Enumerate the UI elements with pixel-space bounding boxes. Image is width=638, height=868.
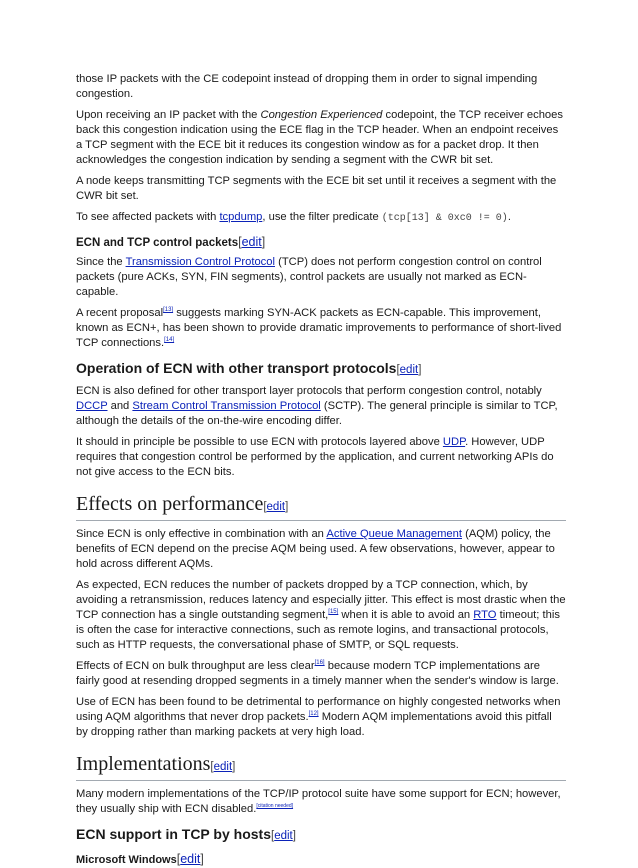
reference-link[interactable]: [15] [328,609,339,615]
edit-link[interactable]: edit [274,830,293,842]
text: suggests marking SYN-ACK packets as ECN-capable. This improvement, known as ECN+, has been shown to provide dramatic improvements to performance of short-lived TCP connections. [76,307,562,349]
text: timeout; this is often the case for interactive connections, such as remote logins, and transactional protocols, such as HTTP requests, the conversational phase of SMTP, or SQL requests. [76,609,560,651]
edit-section [177,852,204,866]
text: Modern AQM implementations avoid this pitfall by dropping rather than marking packets at very high load. [76,711,552,738]
paragraph-implementations [76,787,566,817]
edit-link[interactable]: edit [266,501,286,513]
paragraph-effects-2 [76,578,566,653]
text: Since ECN is only effective in combination with an [76,528,327,540]
bracket: [ [210,761,214,773]
heading-other-transport [76,359,566,379]
text: . However, UDP requires that congestion control be performed by the application, and current networking APIs do not give access to the ECN bits. [76,436,554,478]
bracket: ] [261,235,266,249]
text: because modern TCP implementations are fairly good at resending dropped segments in a timely manner when the sender's window is large. [76,660,559,687]
paragraph-filter [76,210,566,226]
text: A recent proposal [76,307,164,319]
paragraph-effects-4 [76,695,566,740]
bracket: ] [232,761,236,773]
edit-section [210,761,235,773]
text: As expected, ECN reduces the number of packets dropped by a TCP connection, which, by avoiding a retransmission, reduces latency and especially jitter. This effect is most drastic when the TCP connection has a single outstanding segment, [76,579,566,621]
text: It should in principle be possible to use ECN with protocols layered above [76,436,443,448]
text: Upon receiving an IP packet with the [76,109,261,121]
heading-tcp-hosts [76,825,566,845]
paragraph-transmit: A node keeps transmitting TCP segments with the ECE bit set until it receives a segment with the CWR bit set. [76,175,557,202]
citation-needed-link[interactable]: [citation needed] [256,803,294,809]
paragraph-effects-3 [76,659,566,689]
paragraph-intro: those IP packets with the CE codepoint instead of dropping them in order to signal impending congestion. [76,73,538,100]
edit-link[interactable]: edit [213,761,233,773]
bracket: ] [285,501,289,513]
sctp-link[interactable]: Stream Control Transmission Protocol [132,400,321,412]
dccp-link[interactable]: DCCP [76,400,108,412]
edit-link[interactable]: edit [399,364,419,376]
text: and [107,400,133,412]
edit-section [396,364,421,376]
text: (TCP) does not perform congestion control on control packets (pure ACKs, SYN, FIN segments), control packets are usually not marked as ECN-capable. [76,256,542,298]
edit-link[interactable]: edit [180,852,201,866]
edit-link[interactable]: edit [241,235,262,249]
bracket: [ [238,235,242,249]
bracket: [ [270,830,275,842]
text: . [507,211,511,223]
edit-section [263,501,288,513]
bracket: [ [396,364,400,376]
paragraph-effects-1 [76,527,566,572]
text: , use the filter predicate [262,211,382,223]
heading-text: Operation of ECN with other transport protocols [76,360,397,376]
text: Use of ECN has been found to be detrimental to performance on highly congested networks when using AQM algorithms that never drop packets. [76,696,561,723]
bracket: ] [418,364,422,376]
reference-link[interactable]: [14] [164,337,175,343]
tcpdump-link[interactable]: tcpdump [219,211,263,223]
bracket: [ [176,852,181,866]
reference-link[interactable]: [13] [163,307,174,313]
paragraph-tcp-control-1 [76,255,566,300]
heading-text: ECN and TCP control packets [76,237,239,249]
tcp-link[interactable]: Transmission Control Protocol [125,256,275,268]
filter-code: (tcp[13] & 0xc0 != 0) [381,213,508,224]
edit-section [238,235,265,249]
text: ECN is also defined for other transport layer protocols that perform congestion control, notably [76,385,542,397]
bracket: ] [200,852,204,866]
bracket: ] [292,830,296,842]
bracket: [ [263,501,267,513]
heading-ecn-tcp-control [76,234,566,251]
paragraph-tcp-control-2 [76,306,566,351]
text: Effects of ECN on bulk throughput are less clear [76,660,315,672]
paragraph-other-transport-2 [76,435,566,480]
reference-link[interactable]: [16] [314,660,325,666]
heading-effects-performance [76,492,566,521]
paragraph-other-transport-1 [76,384,566,429]
text: when it is able to avoid an [338,609,474,621]
text: codepoint, the TCP receiver echoes back this congestion indication using the ECE flag in the TCP header. When an endpoint receives a TCP segment with the ECE bit it reduces its congestion window as for a packet drop. It then acknowledges the congestion indication by sending a segment with the CWR bit set. [76,109,563,166]
text: (AQM) policy, the benefits of ECN depend on the precise AQM being used. A few observations, however, appear to hold across different AQMs. [76,528,555,570]
udp-link[interactable]: UDP [442,436,466,448]
heading-text: Implementations [76,753,211,775]
rto-link[interactable]: RTO [473,609,497,621]
aqm-link[interactable]: Active Queue Management [326,528,462,540]
text: (SCTP). The general principle is similar to TCP, although the details of the on-the-wire encoding differ. [76,400,558,427]
paragraph-receive [76,108,566,168]
italic-term: Congestion Experienced [260,109,383,121]
text: Since the [76,256,126,268]
heading-microsoft-windows [76,851,566,868]
heading-text: Microsoft Windows [76,854,177,866]
edit-section [271,830,296,842]
heading-text: Effects on performance [76,493,264,515]
reference-link[interactable]: [12] [308,711,319,717]
heading-text: ECN support in TCP by hosts [76,826,271,842]
text: Many modern implementations of the TCP/IP protocol suite have some support for ECN; however, they usually ship with ECN disabled. [76,788,561,815]
text: To see affected packets with [76,211,220,223]
article-body [76,72,566,868]
heading-implementations [76,752,566,781]
